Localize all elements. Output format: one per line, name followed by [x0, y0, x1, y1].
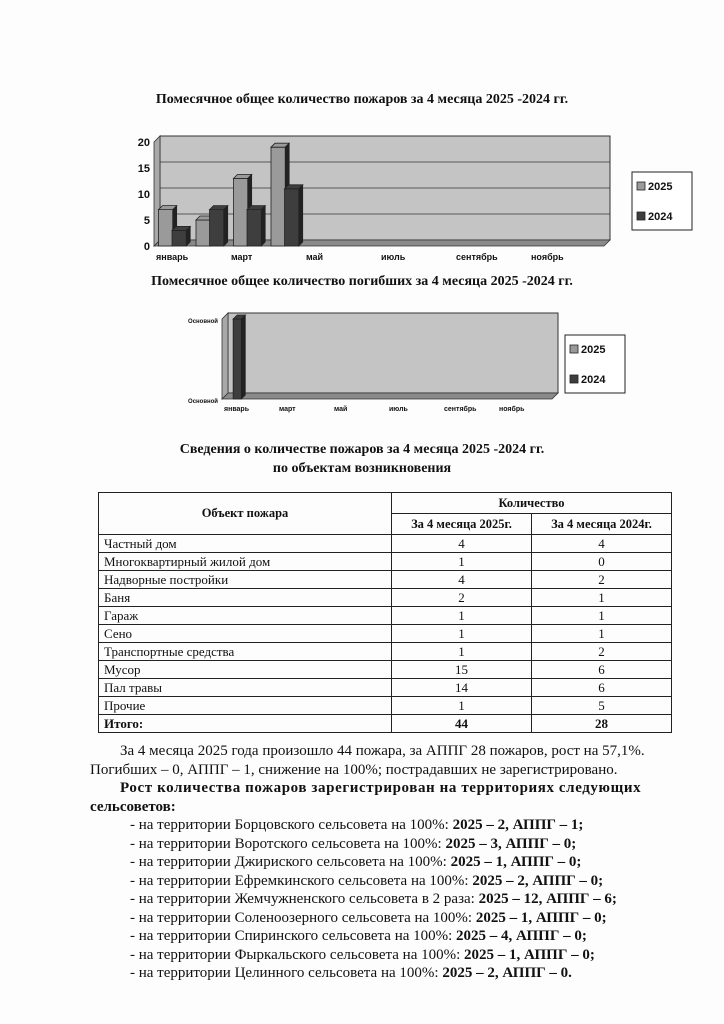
legend-label-2024: 2024 [581, 374, 606, 386]
bar-2024-январь [233, 319, 241, 399]
chart2-title: Помесячное общее количество погибших за 4 месяца 2025 -2024 гг. [151, 274, 573, 289]
count-2025-cell: 44 [392, 715, 532, 733]
table-row [99, 661, 672, 679]
territory-figures: 2025 – 3, АППГ – 0; [445, 835, 577, 852]
table-title-line2: по объектам возникновения [272, 461, 452, 476]
growth-list-item [130, 872, 710, 891]
territory-text: - на территории Целинного сельсовета на 100%: [130, 965, 443, 981]
summary-line1: За 4 месяца 2025 года произошло 44 пожара, за АППГ 28 пожаров, рост на 57,1%. [120, 743, 645, 759]
summary-line2: Погибших – 0, АППГ – 1, снижение на 100%; пострадавших не зарегистрировано. [90, 761, 618, 778]
territory-figures: 2025 – 1, АППГ – 0; [464, 946, 595, 963]
growth-list-item [130, 964, 710, 983]
territory-text: - на территории Воротского сельсовета на 100%: [130, 835, 446, 852]
object-name-cell: Баня [99, 589, 392, 607]
object-name-cell: Надворные постройки [99, 571, 392, 589]
count-2025-cell: 2 [392, 589, 532, 607]
growth-list-item [130, 946, 710, 965]
table-title [0, 440, 724, 478]
x-tick-label-январь: январь [156, 252, 189, 262]
fires-by-object-table [98, 492, 672, 733]
object-name-cell: Транспортные средства [99, 643, 392, 661]
count-2024-cell: 1 [532, 589, 672, 607]
x-tick-label-май: май [306, 252, 324, 262]
table-row [99, 607, 672, 625]
chart1-title: Помесячное общее количество пожаров за 4 месяца 2025 -2024 гг. [155, 92, 569, 107]
count-2024-cell: 4 [532, 535, 672, 553]
x-tick-label-март: март [279, 406, 296, 413]
y-tick-label: 20 [137, 137, 150, 149]
count-2024-cell: 1 [532, 625, 672, 643]
x-tick-label-июль: июль [389, 406, 408, 413]
legend-swatch-2024 [570, 375, 578, 383]
x-tick-label-январь: январь [224, 406, 249, 413]
count-2025-cell: 1 [392, 697, 532, 715]
count-2025-cell: 1 [392, 553, 532, 571]
count-2025-cell: 1 [392, 625, 532, 643]
x-tick-label-ноябрь: ноябрь [499, 406, 525, 413]
object-name-cell: Гараж [99, 607, 392, 625]
count-2024-cell: 5 [532, 697, 672, 715]
territory-figures: 2025 – 2, АППГ – 1; [452, 817, 584, 833]
bar-side-2024-январь [241, 315, 245, 399]
legend-swatch-2025 [570, 345, 578, 353]
territory-text: - на территории Соленоозерного сельсовета на 100%: [130, 909, 476, 926]
bar-2024-февраль [210, 210, 224, 246]
territory-figures: 2025 – 4, АППГ – 0; [456, 928, 587, 944]
object-name-cell: Прочие [99, 697, 392, 715]
count-2025-cell: 15 [392, 661, 532, 679]
table-title-line1: Сведения о количестве пожаров за 4 месяца 2025 -2024 гг. [179, 442, 545, 457]
growth-list-item [130, 835, 710, 854]
table-row [99, 679, 672, 697]
legend-label-2025: 2025 [648, 181, 673, 193]
territory-text: - на территории Джириского сельсовета на 100%: [130, 854, 451, 870]
table-row [99, 697, 672, 715]
count-2024-cell: 6 [532, 679, 672, 697]
summary-paragraph [90, 742, 710, 983]
header-count: Количество [392, 493, 672, 514]
count-2024-cell: 2 [532, 571, 672, 589]
y-tick-label: 0 [143, 241, 150, 253]
territory-text: - на территории Борцовского сельсовета на 100%: [130, 817, 453, 833]
legend-swatch-2024 [637, 212, 645, 220]
x-tick-label-ноябрь: ноябрь [531, 252, 564, 262]
territory-figures: 2025 – 1, АППГ – 0; [450, 854, 582, 870]
count-2025-cell: 4 [392, 571, 532, 589]
bar-side-2024-март [261, 206, 265, 246]
header-2024: За 4 месяца 2024г. [532, 514, 672, 535]
bar-2025-март [234, 178, 248, 246]
x-tick-label-сентябрь: сентябрь [444, 406, 477, 413]
count-2024-cell: 0 [532, 553, 672, 571]
bar-2024-январь [172, 230, 186, 246]
header-2025: За 4 месяца 2025г. [392, 514, 532, 535]
header-object: Объект пожара [99, 493, 392, 535]
count-2025-cell: 4 [392, 535, 532, 553]
table-row [99, 535, 672, 553]
y-tick-label: Основной [188, 399, 218, 405]
table-row [99, 589, 672, 607]
x-tick-label-март: март [231, 252, 253, 262]
y-tick-label: 10 [137, 189, 150, 201]
bar-2024-апрель [285, 189, 299, 246]
growth-list-item [130, 909, 710, 928]
legend-swatch-2025 [637, 182, 645, 190]
y-tick-label: 15 [137, 163, 150, 175]
object-name-cell: Итого: [99, 715, 392, 733]
count-2025-cell: 14 [392, 679, 532, 697]
legend-label-2025: 2025 [581, 344, 606, 356]
bar-side-2024-февраль [224, 206, 228, 246]
x-tick-label-сентябрь: сентябрь [456, 252, 498, 262]
fires-chart [130, 128, 700, 268]
object-name-cell: Пал травы [99, 679, 392, 697]
bar-side-2024-апрель [299, 185, 303, 246]
plot-floor [222, 393, 558, 399]
bar-2025-февраль [196, 220, 210, 246]
table-row [99, 571, 672, 589]
growth-heading-line2: сельсоветов: [90, 798, 176, 815]
growth-list-item [130, 890, 710, 909]
plot-left-wall [222, 313, 228, 399]
table-row [99, 553, 672, 571]
count-2025-cell: 1 [392, 607, 532, 625]
table-row [99, 625, 672, 643]
table-total-row [99, 715, 672, 733]
x-tick-label-май: май [334, 406, 348, 413]
territory-figures: 2025 – 1, АППГ – 0; [475, 909, 607, 926]
growth-list-item [130, 816, 710, 835]
bar-2025-апрель [271, 147, 285, 246]
count-2024-cell: 28 [532, 715, 672, 733]
territory-text: - на территории Фыркальского сельсовета на 100%: [130, 946, 465, 963]
y-tick-label: Основной [188, 319, 218, 325]
bar-2025-январь [159, 210, 173, 246]
object-name-cell: Частный дом [99, 535, 392, 553]
count-2024-cell: 1 [532, 607, 672, 625]
y-tick-label: 5 [143, 215, 150, 227]
growth-list [90, 816, 710, 983]
object-name-cell: Многоквартирный жилой дом [99, 553, 392, 571]
deaths-chart [170, 305, 660, 420]
count-2024-cell: 6 [532, 661, 672, 679]
growth-list-item [130, 927, 710, 946]
territory-text: - на территории Ефремкинского сельсовета на 100%: [130, 872, 473, 889]
object-name-cell: Сено [99, 625, 392, 643]
bar-2024-март [247, 210, 261, 246]
territory-figures: 2025 – 12, АППГ – 6; [478, 891, 617, 907]
object-name-cell: Мусор [99, 661, 392, 679]
legend-label-2024: 2024 [648, 211, 673, 223]
x-tick-label-июль: июль [381, 252, 406, 262]
territory-text: - на территории Спиринского сельсовета на 100%: [130, 928, 457, 944]
plot-area [228, 313, 558, 393]
territory-figures: 2025 – 2, АППГ – 0; [472, 872, 604, 889]
count-2024-cell: 2 [532, 643, 672, 661]
table-row [99, 643, 672, 661]
territory-text: - на территории Жемчужненского сельсовета в 2 раза: [130, 891, 479, 907]
growth-list-item [130, 853, 710, 872]
growth-heading-line1: Рост количества пожаров зарегистрирован на территориях следующих [120, 780, 642, 796]
count-2025-cell: 1 [392, 643, 532, 661]
territory-figures: 2025 – 2, АППГ – 0. [442, 965, 572, 981]
